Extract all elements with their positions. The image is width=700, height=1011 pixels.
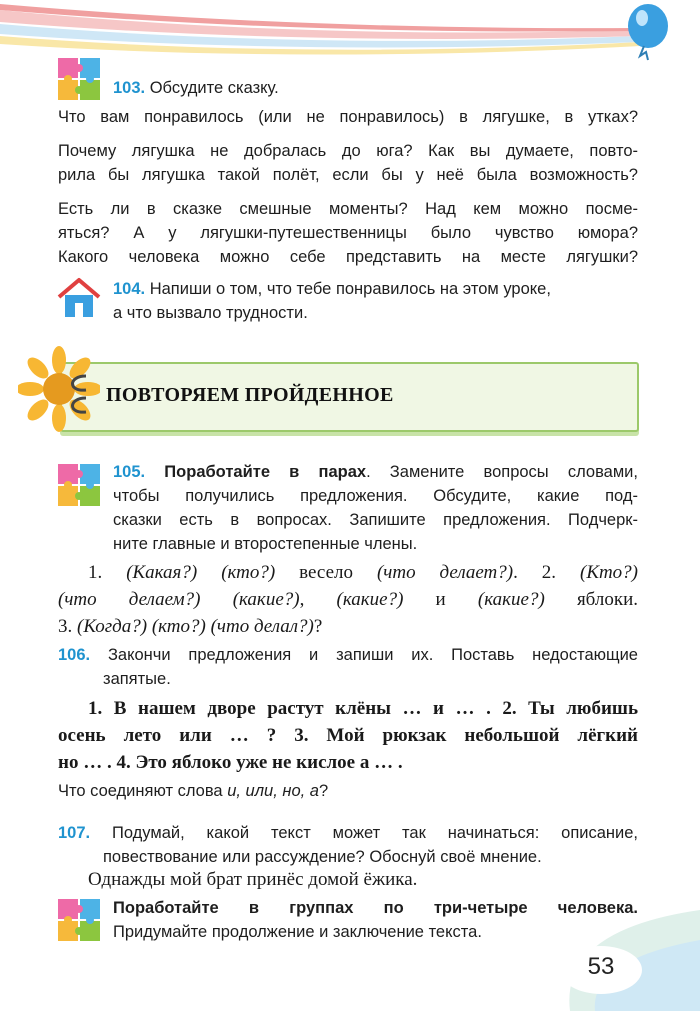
ex105-example: 1. (Какая?) (кто?) весело (что делает?). 2. (Кто?) (что делаем?) (какие?), (какие?) и (какие?) яблоки. 3. (Когда?) (кто?) (что делал?)? [58,562,639,637]
ex105-number: 105. [113,463,146,481]
ex106-sentence-line: осень лето или … ? 3. Мой рюкзак небольшой лёгкий [58,725,638,746]
ex105-body [113,460,638,556]
ex103-line: Какого человека можно себе представить на месте лягушки? [58,248,638,266]
ex103-line: Есть ли в сказке смешные моменты? Над кем можно посме- [58,200,638,218]
ex105-line: ните главные и второстепенные члены. [113,535,418,553]
balloon-icon [618,2,674,64]
ex106-line: Закончи предложения и запиши их. Поставь недостающие [107,646,638,664]
ex106-line: запятые. [103,670,171,688]
ex103-line: рила бы лягушка такой полёт, если бы у неё была возможность? [58,166,638,184]
ex107-body [58,821,638,869]
ex105-line: . Замените вопросы словами, [366,463,638,481]
ex106-number: 106. [58,646,91,664]
ex103-heading [113,76,279,100]
ex106-sentence-line: но … . 4. Это яблоко уже не кислое а … . [58,752,403,773]
ex104-line: Напиши о том, что тебе понравилось на этом уроке, [149,280,551,298]
top-ribbon-decoration [0,0,700,70]
ex103-line: Что вам понравилось (или не понравилось) в лягушке, в утках? [58,108,638,126]
ex105-line: чтобы получились предложения. Обсудите, какие под- [113,487,638,505]
puzzle-icon [56,897,102,943]
house-icon [56,277,102,319]
ex107-line: повествование или рассуждение? Обоснуй своё мнение. [103,848,542,866]
ex107-quote: Однажды мой брат принёс домой ёжика. [88,869,418,890]
ex107-group-bold: Поработайте в группах по три-четыре человека. [113,899,638,917]
puzzle-icon [56,462,102,508]
page-number: 53 [587,953,615,980]
ex106-body [58,643,638,691]
puzzle-icon [56,56,102,102]
ex104-number: 104. [113,280,146,298]
ex106-question: Что соединяют слова и, или, но, а? [58,782,329,800]
ex104-line: а что вызвало трудности. [113,304,308,322]
ex103-body [58,105,638,269]
ring-binding-icon [62,370,98,420]
section-title: ПОВТОРЯЕМ ПРОЙДЕННОЕ [106,384,394,406]
ex105-line: сказки есть в вопросах. Запишите предложения. Подчерк- [113,511,638,529]
ex103-line: Почему лягушка не добралась до юга? Как вы думаете, повто- [58,142,638,160]
ex107-number: 107. [58,824,91,842]
ex105-bold-label: Поработайте в парах [164,463,367,481]
ex106-sentence-line: 1. В нашем дворе растут клёны … и … . 2. Ты любишь [88,698,638,719]
ex103-title: Обсудите сказку. [149,79,279,97]
ex107-line: Подумай, какой текст может так начинаться: описание, [112,824,638,842]
ex104-body [113,277,638,325]
ex103-line: яться? А у лягушки-путешественницы было чувство юмора? [58,224,638,242]
ex103-number: 103. [113,79,146,97]
ex107-group-rest: Придумайте продолжение и заключение текста. [113,923,482,941]
ex106-sentences [58,695,638,776]
